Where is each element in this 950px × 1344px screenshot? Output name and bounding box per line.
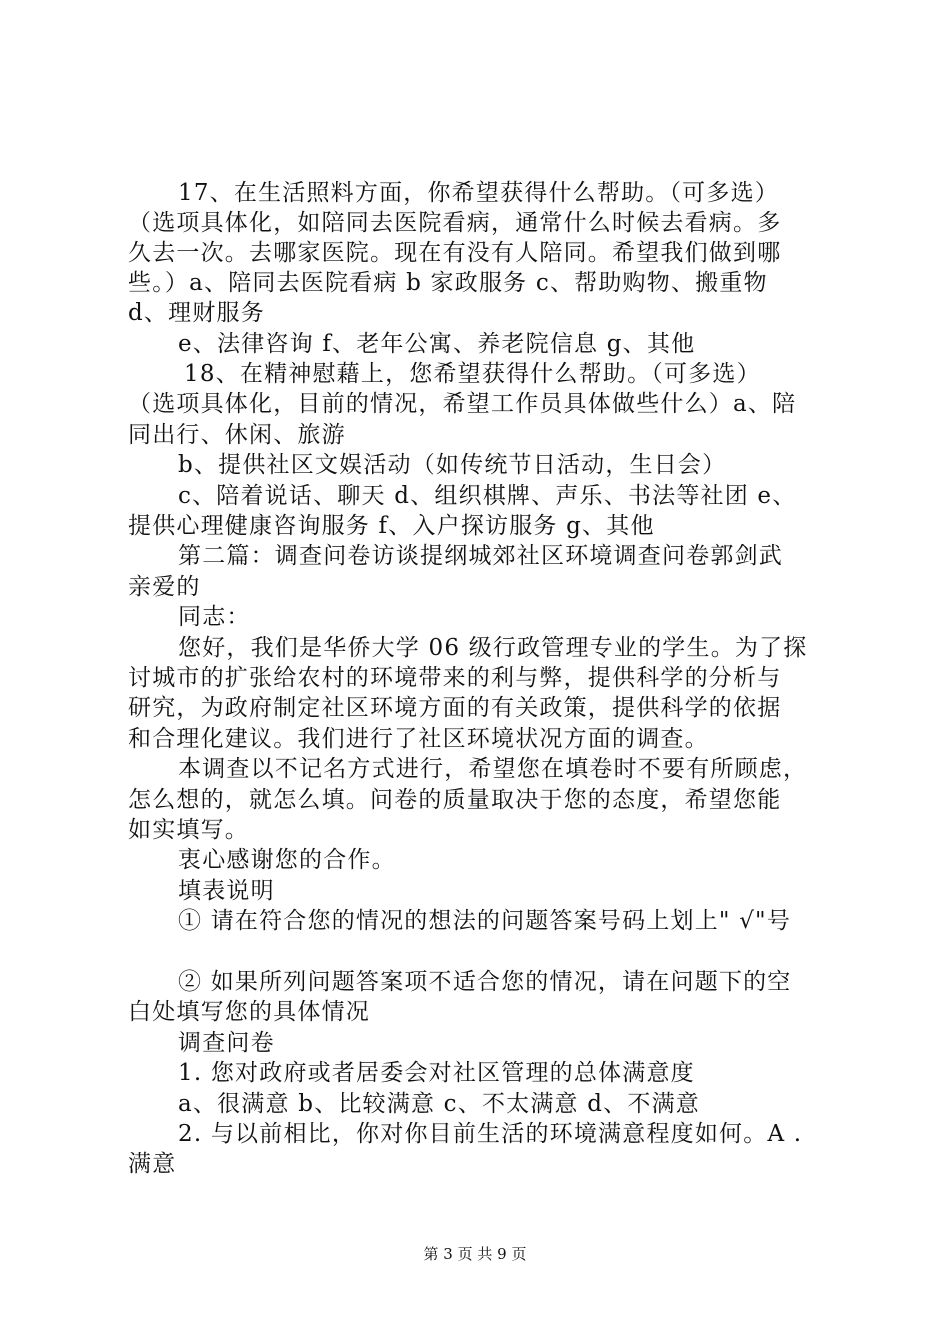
text-line: 1. 您对政府或者居委会对社区管理的总体满意度 (178, 1060, 695, 1086)
text-line: （选项具体化，如陪同去医院看病，通常什么时候去看病。多 (128, 210, 782, 236)
text-line: b、提供社区文娱活动（如传统节日活动，生日会） (178, 452, 727, 478)
text-line: 讨城市的扩张给农村的环境带来的利与弊，提供科学的分析与 (128, 665, 782, 691)
text-line: 久去一次。去哪家医院。现在有没有人陪同。希望我们做到哪 (128, 240, 782, 266)
page-footer: 第 3 页 共 9 页 (423, 1245, 527, 1263)
text-line: 2. 与以前相比，你对你目前生活的环境满意程度如何。A . (178, 1121, 803, 1147)
text-line: 同志： (178, 604, 251, 630)
text-line: 衷心感谢您的合作。 (178, 847, 396, 873)
text-line: 提供心理健康咨询服务 f、入户探访服务 g、其他 (128, 513, 655, 539)
text-line: （选项具体化，目前的情况，希望工作员具体做些什么）a、陪 (128, 391, 797, 417)
section-heading: 第二篇：调查问卷访谈提纲城郊社区环境调查问卷郭剑武 (178, 543, 783, 569)
text-line: 怎么想的，就怎么填。问卷的质量取决于您的态度，希望您能 (128, 787, 782, 813)
text-line: ① 请在符合您的情况的想法的问题答案号码上划上" √"号 (178, 908, 792, 934)
text-line: 和合理化建议。我们进行了社区环境状况方面的调查。 (128, 726, 709, 752)
text-line: a、很满意 b、比较满意 c、不太满意 d、不满意 (178, 1091, 700, 1117)
text-line: e、法律咨询 f、老年公寓、养老院信息 g、其他 (178, 331, 696, 357)
text-line: 本调查以不记名方式进行，希望您在填卷时不要有所顾虑， (178, 756, 808, 782)
text-line: 填表说明 (178, 878, 275, 904)
text-line: c、陪着说话、聊天 d、组织棋牌、声乐、书法等社团 e、 (178, 483, 797, 509)
text-line: 如实填写。 (128, 817, 249, 843)
text-line: 17、在生活照料方面，你希望获得什么帮助。（可多选） (178, 180, 779, 206)
text-line: 白处填写您的具体情况 (128, 999, 370, 1025)
text-line: 研究，为政府制定社区环境方面的有关政策，提供科学的依据 (128, 695, 782, 721)
text-line: ② 如果所列问题答案项不适合您的情况，请在问题下的空 (178, 969, 792, 995)
text-line: 满意 (128, 1151, 177, 1177)
text-line: 同出行、休闲、旅游 (128, 422, 346, 448)
text-line: 18、在精神慰藉上，您希望获得什么帮助。（可多选） (184, 361, 761, 387)
text-line: 亲爱的 (128, 574, 201, 600)
text-line: 些。）a、陪同去医院看病 b 家政服务 c、帮助购物、搬重物 (128, 270, 768, 296)
text-line: d、理财服务 (128, 300, 265, 326)
text-line: 调查问卷 (178, 1030, 275, 1056)
text-line: 您好，我们是华侨大学 06 级行政管理专业的学生。为了探 (178, 635, 808, 661)
